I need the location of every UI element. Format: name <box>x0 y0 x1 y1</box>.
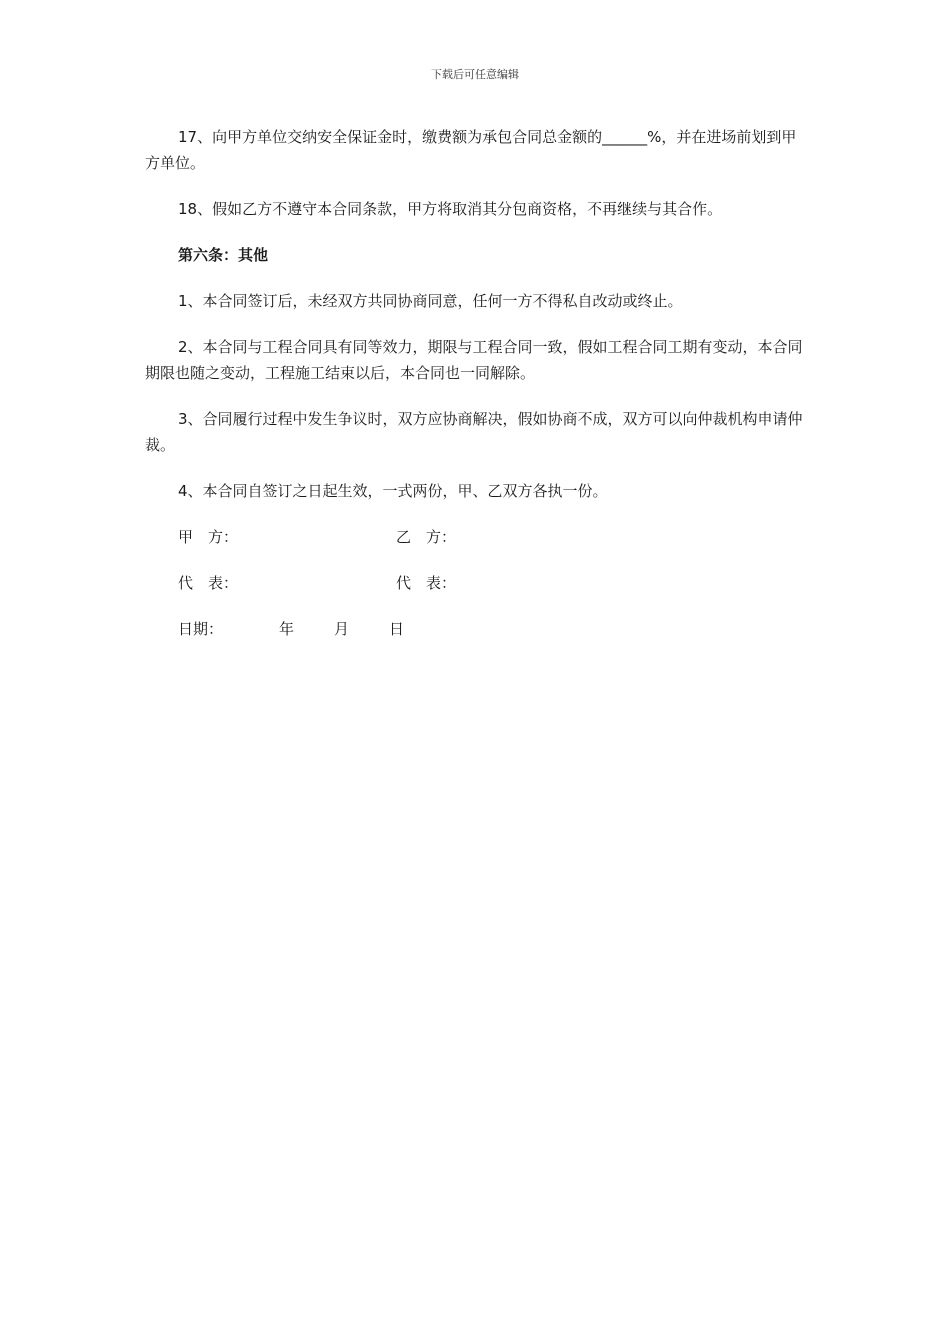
section-6-item-4: 4、本合同自签订之日起生效，一式两份，甲、乙双方各执一份。 <box>178 482 608 500</box>
section-6-title: 第六条：其他 <box>178 246 269 264</box>
contract-body <box>145 124 807 662</box>
clause-17: 17、向甲方单位交纳安全保证金时，缴费额为承包合同总金额的______%，并在进场前划到甲方单位。 <box>145 128 797 172</box>
party-a-label: 甲 方： <box>178 528 239 546</box>
rep-a-label: 代 表： <box>178 574 239 592</box>
date-label: 日期： <box>178 620 224 638</box>
clause-18: 18、假如乙方不遵守本合同条款，甲方将取消其分包商资格，不再继续与其合作。 <box>178 200 723 218</box>
date-year: 年 <box>279 620 295 638</box>
signature-date-row <box>145 616 807 642</box>
section-6-item-3: 3、合同履行过程中发生争议时，双方应协商解决，假如协商不成，双方可以向仲裁机构申请仲裁。 <box>145 410 803 454</box>
party-b-label: 乙 方： <box>396 528 457 546</box>
section-6-item-1: 1、本合同签订后，未经双方共同协商同意，任何一方不得私自改动或终止。 <box>178 292 683 310</box>
date-day: 日 <box>389 620 405 638</box>
section-6-item-2: 2、本合同与工程合同具有同等效力，期限与工程合同一致，假如工程合同工期有变动，本合同期限也随之变动，工程施工结束以后，本合同也一同解除。 <box>145 338 803 382</box>
signature-representative-row <box>145 570 807 596</box>
signature-party-row <box>145 524 807 550</box>
date-month: 月 <box>334 620 350 638</box>
header-note: 下载后可任意编辑 <box>431 68 519 81</box>
rep-b-label: 代 表： <box>396 574 457 592</box>
